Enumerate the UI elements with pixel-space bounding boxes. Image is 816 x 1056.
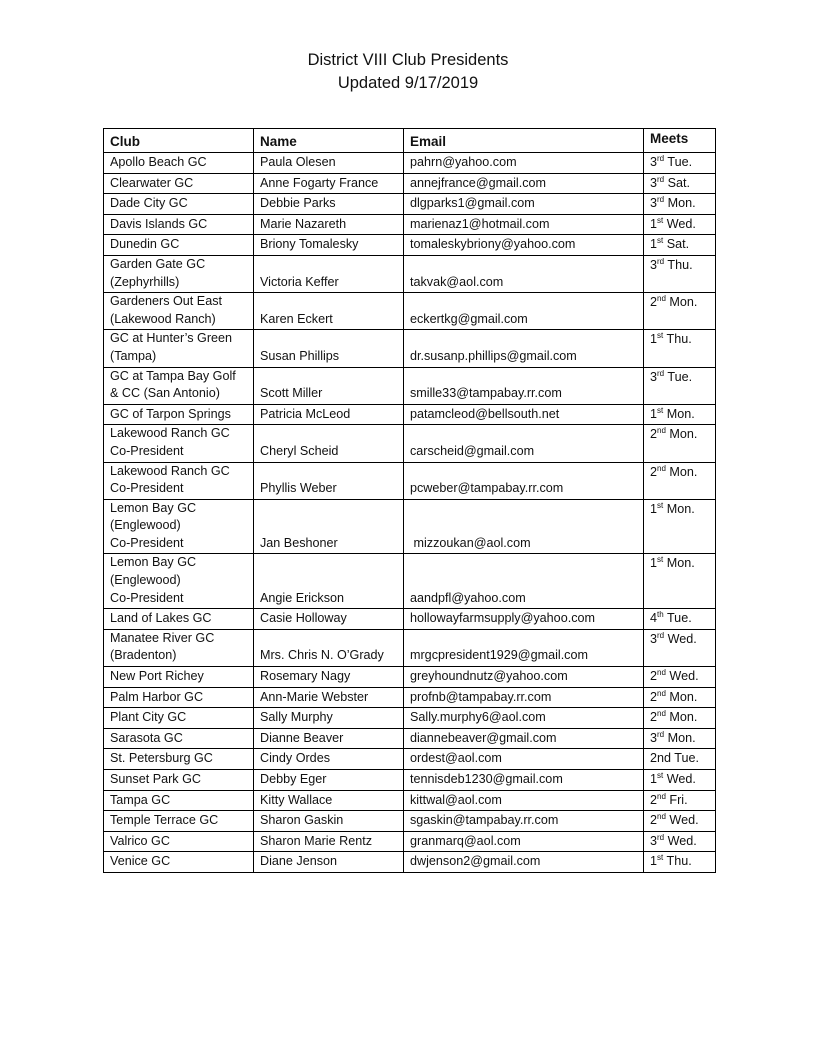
email-cell: annejfrance@gmail.com	[404, 173, 644, 194]
meets-ordinal-suffix: st	[657, 405, 664, 415]
meets-cell	[644, 790, 716, 811]
club-name-line: GC at Tampa Bay Golf	[110, 368, 236, 383]
club-cell	[104, 667, 254, 688]
meets-ordinal: 3	[650, 631, 658, 646]
meets-ordinal-suffix: st	[657, 331, 664, 341]
president-name-cell: Anne Fogarty France	[254, 173, 404, 194]
club-name-line: Sarasota GC	[110, 730, 183, 745]
table-row	[104, 214, 716, 235]
meets-ordinal: 1	[650, 854, 658, 869]
table-row	[104, 811, 716, 832]
president-name-cell: Susan Phillips	[254, 330, 404, 367]
meets-ordinal-suffix: st	[657, 215, 664, 225]
club-name-line: Garden Gate GC	[110, 256, 206, 271]
club-cell	[104, 330, 254, 367]
meets-cell	[644, 214, 716, 235]
president-name-cell: Diane Jenson	[254, 852, 404, 873]
meets-ordinal: 3	[650, 257, 658, 272]
table-row	[104, 831, 716, 852]
meets-ordinal-suffix: rd	[657, 174, 665, 184]
email-cell: patamcleod@bellsouth.net	[404, 404, 644, 425]
club-cell	[104, 404, 254, 425]
email-cell: tomaleskybriony@yahoo.com	[404, 235, 644, 256]
meets-cell	[644, 404, 716, 425]
president-name-cell: Phyllis Weber	[254, 462, 404, 499]
club-name-line: Lemon Bay GC	[110, 500, 197, 515]
meets-day: Mon.	[665, 295, 698, 310]
president-name-cell: Debbie Parks	[254, 194, 404, 215]
email-cell: sgaskin@tampabay.rr.com	[404, 811, 644, 832]
club-name-line: Valrico GC	[110, 833, 170, 848]
meets-ordinal-suffix: nd	[657, 791, 666, 801]
email-cell: dr.susanp.phillips@gmail.com	[404, 330, 644, 367]
president-name-cell: Patricia McLeod	[254, 404, 404, 425]
meets-ordinal: 2	[650, 813, 658, 828]
club-name-line: Co-President	[110, 535, 184, 550]
table-row	[104, 749, 716, 770]
table-row	[104, 194, 716, 215]
meets-cell	[644, 852, 716, 873]
table-row	[104, 330, 716, 367]
meets-day: Mon.	[665, 689, 698, 704]
club-name-line: Dunedin GC	[110, 237, 180, 252]
club-cell	[104, 687, 254, 708]
president-name-cell: Cheryl Scheid	[254, 425, 404, 462]
meets-ordinal: 2	[650, 295, 658, 310]
meets-ordinal: 2	[650, 427, 658, 442]
president-name-cell: Sally Murphy	[254, 708, 404, 729]
club-cell	[104, 831, 254, 852]
meets-cell	[644, 367, 716, 404]
club-cell	[104, 852, 254, 873]
meets-ordinal: 3	[650, 155, 658, 169]
club-name-line: Lakewood Ranch GC	[110, 463, 230, 478]
table-row	[104, 687, 716, 708]
president-name-cell: Ann-Marie Webster	[254, 687, 404, 708]
club-cell	[104, 462, 254, 499]
meets-cell	[644, 153, 716, 174]
club-cell	[104, 609, 254, 630]
table-row	[104, 235, 716, 256]
meets-day: Tue.	[663, 611, 692, 626]
meets-day: Wed.	[664, 631, 697, 646]
club-name-line: Co-President	[110, 590, 184, 605]
president-name-cell: Scott Miller	[254, 367, 404, 404]
meets-ordinal-suffix: nd	[657, 709, 666, 719]
club-cell	[104, 367, 254, 404]
club-name-line: Venice GC	[110, 854, 171, 869]
club-cell	[104, 499, 254, 554]
meets-ordinal: 1	[650, 501, 658, 516]
email-cell: Sally.murphy6@aol.com	[404, 708, 644, 729]
table-row	[104, 255, 716, 292]
meets-cell	[644, 194, 716, 215]
page-title: District VIII Club Presidents	[307, 51, 509, 69]
table-row	[104, 404, 716, 425]
meets-day: Mon.	[665, 427, 698, 442]
meets-ordinal-suffix: rd	[657, 368, 665, 378]
club-cell	[104, 770, 254, 791]
meets-cell	[644, 462, 716, 499]
meets-day: Thu.	[663, 332, 692, 347]
club-cell	[104, 554, 254, 609]
meets-ordinal: 2	[650, 689, 658, 704]
email-cell: kittwal@aol.com	[404, 790, 644, 811]
club-cell	[104, 728, 254, 749]
meets-ordinal-suffix: nd	[657, 668, 666, 678]
meets-ordinal: 2nd Tue.	[650, 751, 700, 766]
club-cell	[104, 811, 254, 832]
meets-ordinal: 3	[650, 369, 658, 384]
club-name-line: Sunset Park GC	[110, 772, 201, 786]
club-name-line: Manatee River GC	[110, 630, 215, 645]
meets-ordinal-suffix: nd	[657, 463, 666, 473]
email-cell: dlgparks1@gmail.com	[404, 194, 644, 215]
club-name-line: (Lakewood Ranch)	[110, 311, 216, 326]
meets-cell	[644, 499, 716, 554]
meets-ordinal-suffix: rd	[657, 195, 665, 205]
meets-day: Thu.	[664, 257, 693, 272]
table-row	[104, 609, 716, 630]
table-body	[104, 153, 716, 873]
meets-day: Mon.	[665, 710, 698, 725]
page-subtitle: Updated 9/17/2019	[337, 74, 479, 92]
email-cell: smille33@tampabay.rr.com	[404, 367, 644, 404]
club-name-line: Lakewood Ranch GC	[110, 426, 230, 441]
meets-cell	[644, 293, 716, 330]
meets-cell	[644, 235, 716, 256]
meets-ordinal-suffix: st	[657, 555, 664, 565]
meets-ordinal-suffix: rd	[657, 630, 665, 640]
club-name-line: (Englewood)	[110, 518, 181, 533]
email-cell: eckertkg@gmail.com	[404, 293, 644, 330]
club-name-line: New Port Richey	[110, 669, 204, 684]
president-name-cell: Casie Holloway	[254, 609, 404, 630]
president-name-cell: Briony Tomalesky	[254, 235, 404, 256]
table-row	[104, 499, 716, 554]
meets-ordinal-suffix: th	[657, 610, 664, 620]
meets-cell	[644, 749, 716, 770]
table-row	[104, 728, 716, 749]
meets-cell	[644, 831, 716, 852]
meets-day: Mon.	[663, 556, 695, 571]
table-row	[104, 293, 716, 330]
club-cell	[104, 194, 254, 215]
meets-day: Fri.	[665, 792, 688, 807]
meets-cell	[644, 728, 716, 749]
club-name-line: Gardeners Out East	[110, 294, 222, 309]
club-name-line: Palm Harbor GC	[110, 689, 204, 704]
president-name-cell: Karen Eckert	[254, 293, 404, 330]
meets-cell	[644, 708, 716, 729]
header-email: Email	[404, 129, 644, 153]
table-row	[104, 790, 716, 811]
meets-ordinal-suffix: nd	[657, 426, 666, 436]
club-name-line: (Bradenton)	[110, 648, 177, 663]
club-presidents-table	[103, 128, 716, 873]
meets-ordinal: 1	[650, 216, 658, 231]
email-cell: tennisdeb1230@gmail.com	[404, 770, 644, 791]
club-cell	[104, 629, 254, 666]
meets-ordinal-suffix: rd	[657, 832, 665, 842]
club-cell	[104, 153, 254, 174]
meets-ordinal-suffix: nd	[657, 294, 666, 304]
club-cell	[104, 293, 254, 330]
club-name-line: (Zephyrhills)	[110, 274, 180, 289]
meets-cell	[644, 255, 716, 292]
meets-day: Thu.	[663, 854, 692, 869]
header-club: Club	[104, 129, 254, 153]
table-row	[104, 554, 716, 609]
email-cell: marienaz1@hotmail.com	[404, 214, 644, 235]
club-cell	[104, 173, 254, 194]
meets-ordinal-suffix: rd	[657, 154, 665, 163]
club-name-line: Temple Terrace GC	[110, 813, 219, 828]
email-cell: ordest@aol.com	[404, 749, 644, 770]
meets-ordinal-suffix: st	[657, 236, 664, 246]
meets-ordinal: 2	[650, 710, 658, 725]
email-cell: pcweber@tampabay.rr.com	[404, 462, 644, 499]
president-name-cell: Angie Erickson	[254, 554, 404, 609]
meets-cell	[644, 687, 716, 708]
meets-ordinal-suffix: st	[657, 771, 664, 780]
meets-cell	[644, 425, 716, 462]
meets-ordinal: 3	[650, 175, 658, 190]
president-name-cell: Sharon Gaskin	[254, 811, 404, 832]
president-name-cell: Cindy Ordes	[254, 749, 404, 770]
meets-day: Mon.	[664, 730, 696, 745]
email-cell: mizzoukan@aol.com	[404, 499, 644, 554]
table-row	[104, 173, 716, 194]
meets-day: Mon.	[663, 501, 695, 516]
meets-cell	[644, 554, 716, 609]
president-name-cell: Paula Olesen	[254, 153, 404, 174]
president-name-cell: Sharon Marie Rentz	[254, 831, 404, 852]
meets-day: Sat.	[663, 237, 690, 252]
meets-ordinal-suffix: st	[657, 500, 664, 510]
meets-cell	[644, 330, 716, 367]
meets-ordinal: 1	[650, 772, 658, 786]
meets-cell	[644, 173, 716, 194]
header-name: Name	[254, 129, 404, 153]
club-name-line: Lemon Bay GC	[110, 555, 197, 570]
club-cell	[104, 425, 254, 462]
club-name-line: (Tampa)	[110, 348, 157, 363]
email-cell: pahrn@yahoo.com	[404, 153, 644, 174]
email-cell: hollowayfarmsupply@yahoo.com	[404, 609, 644, 630]
meets-day: Sat.	[664, 175, 691, 190]
club-cell	[104, 708, 254, 729]
table-row	[104, 425, 716, 462]
president-name-cell: Jan Beshoner	[254, 499, 404, 554]
meets-ordinal: 3	[650, 833, 658, 848]
email-cell: carscheid@gmail.com	[404, 425, 644, 462]
table-row	[104, 629, 716, 666]
club-cell	[104, 235, 254, 256]
club-name-line: Co-President	[110, 443, 184, 458]
header-meets: Meets	[644, 129, 716, 153]
table-row	[104, 708, 716, 729]
club-name-line: Co-President	[110, 481, 184, 496]
club-cell	[104, 749, 254, 770]
meets-day: Wed.	[665, 813, 699, 828]
club-cell	[104, 214, 254, 235]
meets-ordinal-suffix: nd	[657, 812, 666, 822]
meets-day: Mon.	[665, 464, 698, 479]
table-row	[104, 462, 716, 499]
club-name-line: Clearwater GC	[110, 175, 194, 190]
club-name-line: St. Petersburg GC	[110, 751, 213, 766]
meets-ordinal: 3	[650, 196, 658, 211]
meets-ordinal: 3	[650, 730, 658, 745]
club-name-line: Dade City GC	[110, 196, 188, 211]
president-name-cell: Victoria Keffer	[254, 255, 404, 292]
table-row	[104, 153, 716, 174]
email-cell: greyhoundnutz@yahoo.com	[404, 667, 644, 688]
email-cell: takvak@aol.com	[404, 255, 644, 292]
email-cell: profnb@tampabay.rr.com	[404, 687, 644, 708]
club-name-line: (Englewood)	[110, 573, 181, 588]
meets-day: Tue.	[664, 369, 693, 384]
club-name-line: Land of Lakes GC	[110, 611, 212, 626]
meets-ordinal-suffix: nd	[657, 688, 666, 698]
club-name-line: GC of Tarpon Springs	[110, 406, 231, 421]
meets-day: Mon.	[664, 196, 696, 211]
table-row	[104, 770, 716, 791]
club-name-line: & CC (San Antonio)	[110, 386, 220, 401]
club-name-line: GC at Hunter’s Green	[110, 331, 233, 346]
email-cell: granmarq@aol.com	[404, 831, 644, 852]
meets-ordinal-suffix: st	[657, 853, 664, 863]
meets-ordinal: 4	[650, 611, 658, 626]
email-cell: diannebeaver@gmail.com	[404, 728, 644, 749]
president-name-cell: Marie Nazareth	[254, 214, 404, 235]
meets-ordinal: 1	[650, 556, 658, 571]
meets-ordinal: 1	[650, 237, 658, 252]
meets-ordinal-suffix: rd	[657, 729, 665, 739]
meets-ordinal-suffix: rd	[657, 256, 665, 266]
meets-cell	[644, 811, 716, 832]
email-cell: aandpfl@yahoo.com	[404, 554, 644, 609]
president-name-cell: Kitty Wallace	[254, 790, 404, 811]
club-name-line: Plant City GC	[110, 710, 187, 725]
table-row	[104, 667, 716, 688]
meets-day: Tue.	[664, 155, 693, 169]
meets-cell	[644, 770, 716, 791]
email-cell: dwjenson2@gmail.com	[404, 852, 644, 873]
meets-day: Mon.	[663, 406, 695, 421]
meets-ordinal: 2	[650, 792, 658, 807]
club-cell	[104, 790, 254, 811]
email-cell: mrgcpresident1929@gmail.com	[404, 629, 644, 666]
president-name-cell: Dianne Beaver	[254, 728, 404, 749]
club-cell	[104, 255, 254, 292]
meets-ordinal: 2	[650, 464, 658, 479]
meets-ordinal: 1	[650, 332, 658, 347]
meets-cell	[644, 667, 716, 688]
document-header	[0, 49, 816, 95]
president-name-cell: Mrs. Chris N. O’Grady	[254, 629, 404, 666]
president-name-cell: Rosemary Nagy	[254, 667, 404, 688]
meets-ordinal: 2	[650, 669, 658, 684]
meets-day: Wed.	[664, 833, 697, 848]
club-name-line: Apollo Beach GC	[110, 155, 207, 169]
meets-day: Wed.	[665, 669, 699, 684]
club-name-line: Davis Islands GC	[110, 216, 208, 231]
club-name-line: Tampa GC	[110, 792, 171, 807]
table-row	[104, 367, 716, 404]
meets-cell	[644, 609, 716, 630]
meets-ordinal: 1	[650, 406, 658, 421]
meets-cell	[644, 629, 716, 666]
table-header-row	[104, 129, 716, 153]
meets-day: Wed.	[663, 216, 696, 231]
president-name-cell: Debby Eger	[254, 770, 404, 791]
table-row	[104, 852, 716, 873]
meets-day: Wed.	[663, 772, 696, 786]
